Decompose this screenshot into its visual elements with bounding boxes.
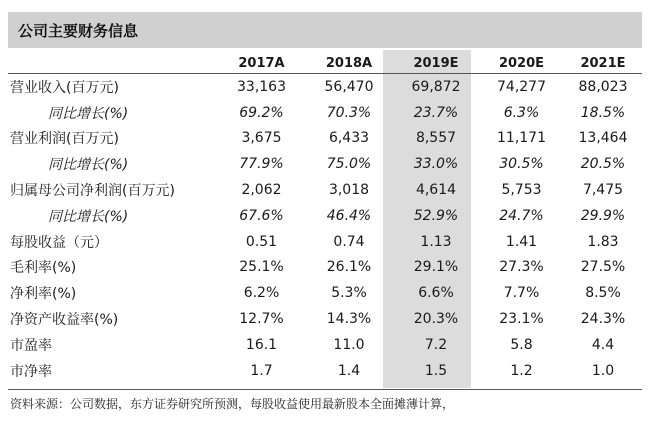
table-cell: 6.2% xyxy=(243,285,280,302)
column-header: 2018A xyxy=(325,55,373,71)
table-cell: 1.0 xyxy=(591,362,615,379)
table-cell: 20.3% xyxy=(413,311,459,328)
column-header: 2017A xyxy=(238,55,285,71)
table-cell: 26.1% xyxy=(326,259,372,276)
table-cell: 6,433 xyxy=(328,130,370,147)
source-note: 资料来源：公司数据，东方证券研究所预测，每股收益使用最新股本全面摊薄计算， xyxy=(10,397,455,411)
column-header: 2019E xyxy=(413,55,459,71)
table-title: 公司主要财务信息 xyxy=(18,22,139,40)
table-cell: 52.9% xyxy=(413,207,459,224)
table-row xyxy=(8,280,642,306)
table-cell: 3,675 xyxy=(241,130,282,147)
table-row xyxy=(8,255,642,281)
table-cell: 7.2 xyxy=(424,336,448,353)
row-label: 营业利润(百万元) xyxy=(10,131,119,148)
row-label: 市盈率 xyxy=(10,337,52,354)
table-cell: 13,464 xyxy=(578,130,628,147)
table-cell: 20.5% xyxy=(580,156,626,173)
table-cell: 11.0 xyxy=(333,336,365,353)
row-label: 毛利率(%) xyxy=(10,260,77,277)
table-cell: 2,062 xyxy=(241,182,282,199)
table-row xyxy=(8,203,642,229)
table-cell: 4,614 xyxy=(415,182,457,199)
table-cell: 18.5% xyxy=(580,104,626,121)
table-bottom-rule xyxy=(8,389,642,390)
table-title-bar xyxy=(8,12,642,48)
table-cell: 70.3% xyxy=(326,104,372,121)
row-label: 同比增长(%) xyxy=(48,208,129,225)
table-row xyxy=(8,100,642,126)
table-row xyxy=(8,151,642,177)
table-row xyxy=(8,332,642,358)
table-cell: 33.0% xyxy=(413,156,459,173)
row-label: 归属母公司净利润(百万元) xyxy=(10,183,175,200)
row-label: 市净率 xyxy=(10,363,52,380)
table-cell: 14.3% xyxy=(326,311,372,328)
table-cell: 1.2 xyxy=(510,362,533,379)
table-header-row xyxy=(8,52,642,74)
table-cell: 5,753 xyxy=(501,182,542,199)
table-cell: 69,872 xyxy=(411,78,461,95)
table-cell: 7,475 xyxy=(582,182,624,199)
table-cell: 8.5% xyxy=(585,285,621,302)
table-row xyxy=(8,358,642,384)
table-cell: 46.4% xyxy=(326,207,372,224)
row-label: 每股收益（元） xyxy=(10,234,108,251)
table-cell: 7.7% xyxy=(503,285,540,302)
table-cell: 24.3% xyxy=(580,311,626,328)
table-cell: 67.6% xyxy=(239,207,284,224)
table-cell: 24.7% xyxy=(499,207,544,224)
table-cell: 6.6% xyxy=(418,285,454,302)
table-cell: 23.1% xyxy=(499,311,544,328)
table-cell: 1.41 xyxy=(505,233,538,250)
table-cell: 16.1 xyxy=(245,336,278,353)
table-row xyxy=(8,306,642,332)
table-cell: 0.51 xyxy=(245,233,278,250)
table-cell: 0.74 xyxy=(333,233,365,250)
table-cell: 77.9% xyxy=(239,156,284,173)
table-cell: 27.5% xyxy=(580,259,626,276)
column-header: 2021E xyxy=(580,55,626,71)
header-label-cell xyxy=(8,52,220,74)
table-cell: 88,023 xyxy=(578,78,628,95)
table-cell: 1.7 xyxy=(250,362,273,379)
table-cell: 56,470 xyxy=(324,78,374,95)
table-cell: 25.1% xyxy=(239,259,284,276)
table-cell: 30.5% xyxy=(499,156,544,173)
row-label: 营业收入(百万元) xyxy=(10,79,119,96)
row-label: 净资产收益率(%) xyxy=(10,312,119,329)
row-label: 净利率(%) xyxy=(10,286,77,303)
table-cell: 11,171 xyxy=(497,130,546,147)
table-cell: 1.5 xyxy=(424,362,448,379)
table-cell: 23.7% xyxy=(413,104,459,121)
table-row xyxy=(8,126,642,152)
table-cell: 29.1% xyxy=(413,259,459,276)
table-cell: 6.3% xyxy=(503,104,540,121)
table-cell: 1.83 xyxy=(587,233,619,250)
table-cell: 1.4 xyxy=(337,362,361,379)
table-cell: 8,557 xyxy=(415,130,457,147)
table-row xyxy=(8,229,642,255)
table-cell: 75.0% xyxy=(326,156,372,173)
table-cell: 33,163 xyxy=(237,78,286,95)
table-cell: 12.7% xyxy=(239,311,284,328)
financial-table xyxy=(8,52,642,384)
table-cell: 4.4 xyxy=(591,336,615,353)
table-cell: 5.8 xyxy=(510,336,533,353)
table-cell: 29.9% xyxy=(580,207,626,224)
table-cell: 3,018 xyxy=(328,182,370,199)
table-cell: 27.3% xyxy=(499,259,544,276)
table-row xyxy=(8,74,642,100)
table-cell: 74,277 xyxy=(497,78,546,95)
row-label: 同比增长(%) xyxy=(48,105,129,122)
table-cell: 1.13 xyxy=(420,233,452,250)
table-cell: 69.2% xyxy=(239,104,284,121)
column-header: 2020E xyxy=(498,55,545,71)
table-cell: 5.3% xyxy=(331,285,367,302)
row-label: 同比增长(%) xyxy=(48,157,129,174)
table-row xyxy=(8,177,642,203)
